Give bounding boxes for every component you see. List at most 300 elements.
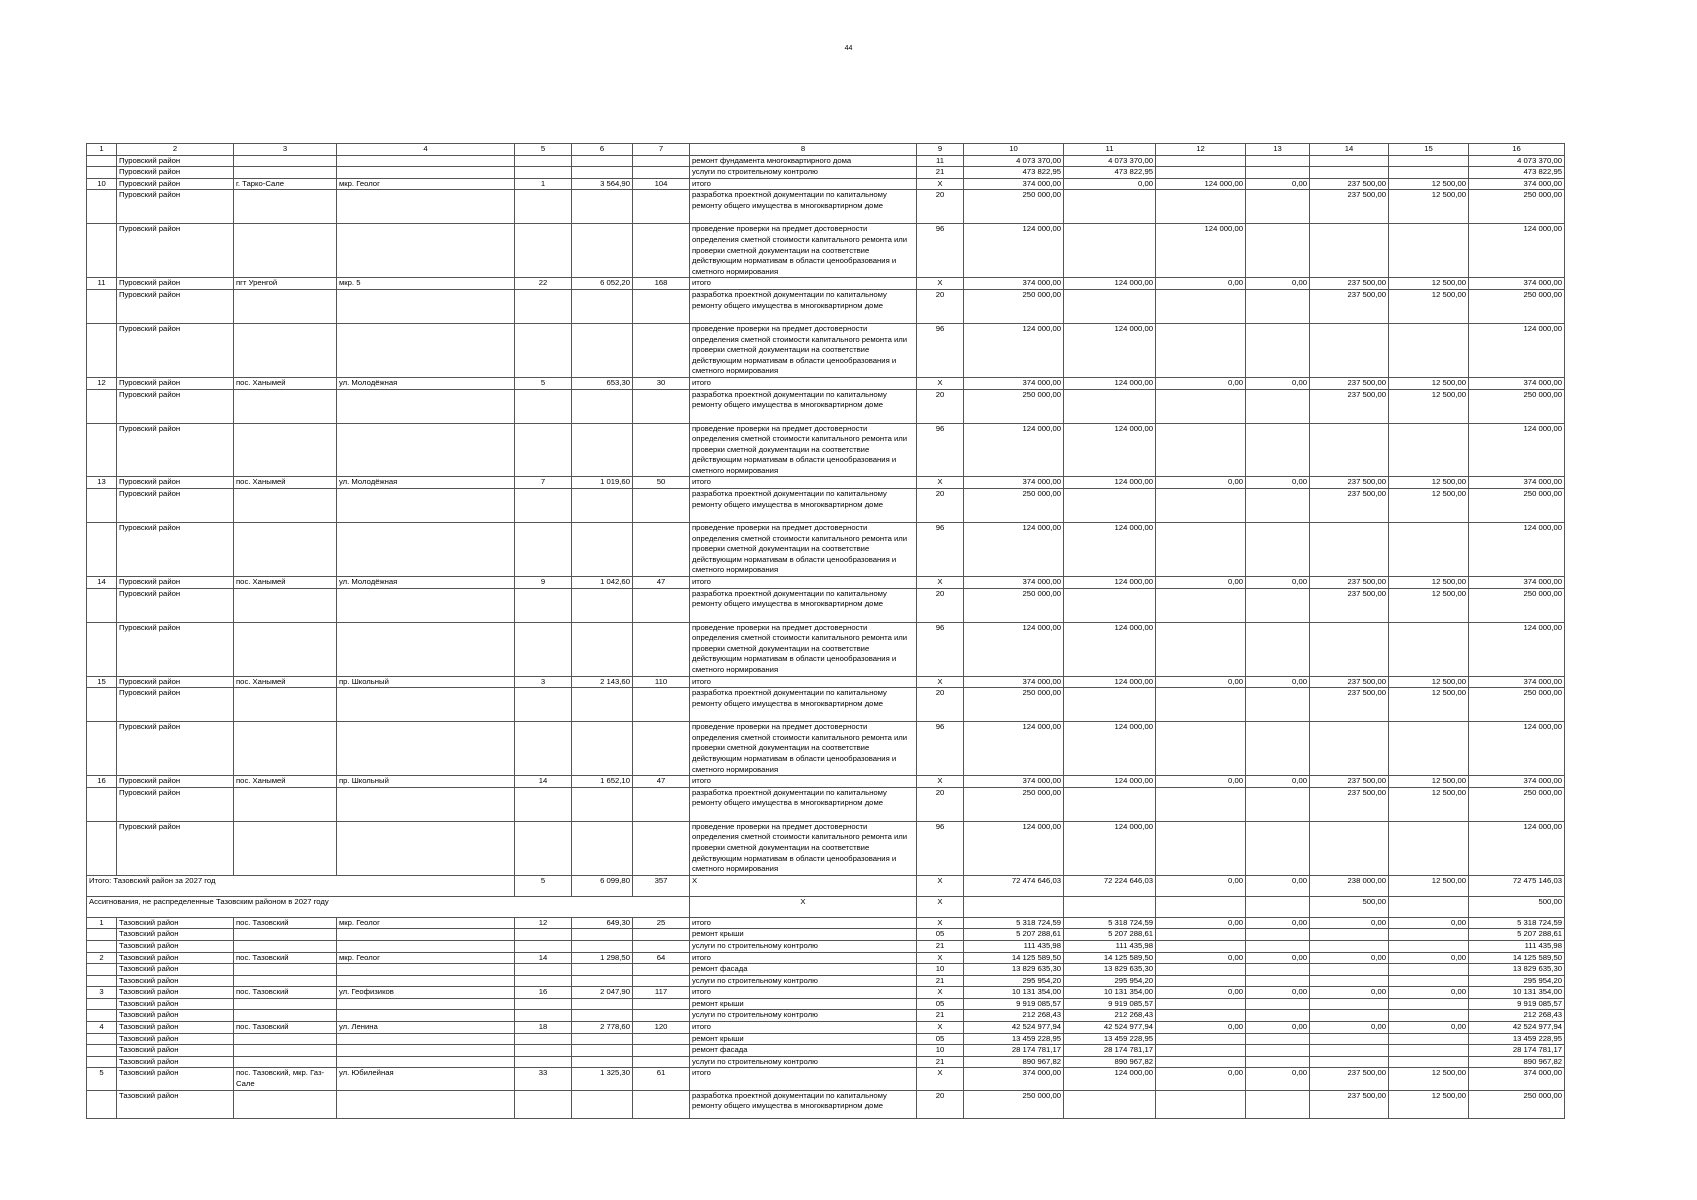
table-cell: 374 000,00 [1469, 577, 1565, 589]
table-cell: 14 125 589,50 [964, 952, 1064, 964]
table-cell [633, 787, 690, 821]
table-cell: 212 268,43 [964, 1010, 1064, 1022]
table-cell [633, 964, 690, 976]
table-cell: 18 [515, 1022, 572, 1034]
table-cell: Тазовский район [117, 987, 234, 999]
table-cell [87, 588, 117, 622]
table-cell: 250 000,00 [1469, 688, 1565, 722]
table-cell [1246, 489, 1310, 523]
table-cell: пос. Тазовский, мкр. Газ-Сале [234, 1068, 337, 1090]
table-cell: 1 [515, 178, 572, 190]
table-cell: 6 099,80 [572, 875, 633, 896]
table-cell [1389, 975, 1469, 987]
table-cell [1064, 588, 1156, 622]
table-cell: 124 000,00 [964, 722, 1064, 776]
table-cell: 16 [87, 776, 117, 788]
table-cell: ремонт фасада [690, 964, 917, 976]
table-cell: 890 967,82 [1064, 1056, 1156, 1068]
table-cell [87, 389, 117, 423]
table-cell [1310, 1010, 1389, 1022]
table-cell [515, 489, 572, 523]
table-cell: 124 000,00 [1469, 722, 1565, 776]
table-cell: 11 [87, 278, 117, 290]
table-cell: 120 [633, 1022, 690, 1034]
table-cell [1156, 1045, 1246, 1057]
table-cell: разработка проектной документации по капитальному ремонту общего имущества в многоквартирном доме [690, 190, 917, 224]
table-cell [337, 1010, 515, 1022]
table-cell [1246, 896, 1310, 917]
table-cell: 1 298,50 [572, 952, 633, 964]
table-cell [1246, 523, 1310, 577]
table-cell: 124 000,00 [1064, 477, 1156, 489]
table-cell [515, 1056, 572, 1068]
table-row [87, 1022, 1565, 1034]
table-cell: ул. Геофизиков [337, 987, 515, 999]
table-cell: 124 000,00 [1064, 622, 1156, 676]
table-cell: Пуровский район [117, 323, 234, 377]
table-cell: 111 435,98 [964, 940, 1064, 952]
table-cell: 7 [515, 477, 572, 489]
table-cell: 124 000,00 [1064, 1068, 1156, 1090]
table-cell: 22 [515, 278, 572, 290]
table-cell: 5 207 288,61 [1064, 929, 1156, 941]
table-cell: Пуровский район [117, 278, 234, 290]
table-cell: пос. Ханымей [234, 477, 337, 489]
table-cell: 0,00 [1389, 917, 1469, 929]
table-cell [572, 167, 633, 179]
table-cell: X [917, 477, 964, 489]
table-cell: 124 000,00 [1469, 622, 1565, 676]
table-cell: пр. Школьный [337, 776, 515, 788]
table-row [87, 952, 1565, 964]
table-cell: 237 500,00 [1310, 776, 1389, 788]
table-cell [1156, 975, 1246, 987]
table-cell [1156, 190, 1246, 224]
table-cell [572, 1033, 633, 1045]
table-cell: Пуровский район [117, 423, 234, 477]
header-cell: 11 [1064, 144, 1156, 156]
table-cell: разработка проектной документации по капитальному ремонту общего имущества в многоквартирном доме [690, 688, 917, 722]
table-cell: 21 [917, 940, 964, 952]
table-cell: 250 000,00 [1469, 489, 1565, 523]
table-cell [337, 155, 515, 167]
table-cell: 1 325,30 [572, 1068, 633, 1090]
table-cell [87, 1010, 117, 1022]
table-cell: 12 [87, 377, 117, 389]
table-cell: Пуровский район [117, 167, 234, 179]
table-cell: 374 000,00 [964, 1068, 1064, 1090]
table-cell: 124 000,00 [1064, 278, 1156, 290]
table-cell: 295 954,20 [1064, 975, 1156, 987]
header-cell: 4 [337, 144, 515, 156]
table-cell: 96 [917, 523, 964, 577]
table-cell: 374 000,00 [964, 676, 1064, 688]
table-cell [515, 821, 572, 875]
table-cell: 4 [87, 1022, 117, 1034]
table-cell: 0,00 [1246, 477, 1310, 489]
table-cell [1064, 688, 1156, 722]
table-cell: 42 524 977,94 [1469, 1022, 1565, 1034]
table-cell [1064, 1090, 1156, 1118]
table-cell: 30 [633, 377, 690, 389]
table-cell [87, 821, 117, 875]
table-cell: 0,00 [1246, 278, 1310, 290]
table-cell: Тазовский район [117, 1056, 234, 1068]
table-cell [633, 821, 690, 875]
table-cell: 124 000,00 [1156, 224, 1246, 278]
table-cell [572, 1056, 633, 1068]
table-cell [633, 389, 690, 423]
table-cell [234, 1033, 337, 1045]
table-cell [1064, 224, 1156, 278]
table-cell [1246, 1056, 1310, 1068]
table-cell [337, 1056, 515, 1068]
table-cell [572, 1010, 633, 1022]
table-cell: Пуровский район [117, 821, 234, 875]
table-cell [633, 1033, 690, 1045]
table-cell: пос. Ханымей [234, 776, 337, 788]
table-cell: 12 500,00 [1389, 477, 1469, 489]
table-cell [1389, 896, 1469, 917]
table-cell: ул. Ленина [337, 1022, 515, 1034]
table-cell: 124 000,00 [1064, 722, 1156, 776]
table-cell: 0,00 [1389, 1022, 1469, 1034]
table-cell: 5 318 724,59 [964, 917, 1064, 929]
table-cell [633, 190, 690, 224]
table-cell: 374 000,00 [1469, 1068, 1565, 1090]
table-cell [1246, 323, 1310, 377]
table-row [87, 964, 1565, 976]
table-cell: 212 268,43 [1064, 1010, 1156, 1022]
table-cell [633, 289, 690, 323]
table-cell [1246, 1090, 1310, 1118]
table-cell [1246, 167, 1310, 179]
table-cell [572, 190, 633, 224]
table-cell [1310, 523, 1389, 577]
table-cell [87, 722, 117, 776]
table-cell: Пуровский район [117, 389, 234, 423]
table-row [87, 477, 1565, 489]
table-row [87, 821, 1565, 875]
table-row [87, 929, 1565, 941]
table-cell [234, 155, 337, 167]
table-cell [572, 389, 633, 423]
table-cell: 500,00 [1310, 896, 1389, 917]
table-cell [1389, 1045, 1469, 1057]
table-cell: 9 919 085,57 [1469, 998, 1565, 1010]
budget-table [86, 143, 1565, 1119]
table-cell: пос. Ханымей [234, 377, 337, 389]
table-cell: 14 [515, 952, 572, 964]
table-row [87, 622, 1565, 676]
table-cell: 237 500,00 [1310, 676, 1389, 688]
table-cell [633, 929, 690, 941]
table-cell: 14 [515, 776, 572, 788]
table-cell: 653,30 [572, 377, 633, 389]
table-cell [1389, 998, 1469, 1010]
table-cell [1156, 622, 1246, 676]
table-cell: 124 000,00 [1064, 676, 1156, 688]
table-cell: итого [690, 377, 917, 389]
table-cell: 124 000,00 [1469, 523, 1565, 577]
table-cell: 473 822,95 [1469, 167, 1565, 179]
table-cell: проведение проверки на предмет достоверности определения сметной стоимости капитального ремонта или проверки сметной документации на соответствие действующим нормативам в области ценообразования и сметного нормирования [690, 323, 917, 377]
header-cell: 2 [117, 144, 234, 156]
table-cell: проведение проверки на предмет достоверности определения сметной стоимости капитального ремонта или проверки сметной документации на соответствие действующим нормативам в области ценообразования и сметного нормирования [690, 523, 917, 577]
table-cell: 473 822,95 [1064, 167, 1156, 179]
table-cell: 47 [633, 776, 690, 788]
table-row [87, 377, 1565, 389]
table-cell: разработка проектной документации по капитальному ремонту общего имущества в многоквартирном доме [690, 389, 917, 423]
table-cell [633, 489, 690, 523]
table-row [87, 917, 1565, 929]
table-row [87, 722, 1565, 776]
table-cell [337, 1045, 515, 1057]
table-cell: 05 [917, 1033, 964, 1045]
table-row [87, 167, 1565, 179]
table-cell: 374 000,00 [964, 278, 1064, 290]
table-cell [234, 389, 337, 423]
table-cell: 28 174 781,17 [1469, 1045, 1565, 1057]
table-cell [633, 423, 690, 477]
table-cell: 374 000,00 [964, 577, 1064, 589]
table-cell: 5 [515, 377, 572, 389]
table-row [87, 776, 1565, 788]
table-cell: 0,00 [1246, 178, 1310, 190]
table-cell [337, 998, 515, 1010]
table-cell: Тазовский район [117, 1068, 234, 1090]
table-cell [1310, 722, 1389, 776]
table-cell [1064, 787, 1156, 821]
table-cell [1310, 1056, 1389, 1068]
table-row [87, 940, 1565, 952]
table-cell [633, 224, 690, 278]
table-cell: 20 [917, 688, 964, 722]
table-cell: 96 [917, 821, 964, 875]
table-row [87, 1033, 1565, 1045]
table-cell: 0,00 [1246, 952, 1310, 964]
table-cell [337, 423, 515, 477]
table-cell: 124 000,00 [964, 323, 1064, 377]
table-cell: 3 [87, 987, 117, 999]
table-cell [337, 389, 515, 423]
table-row [87, 577, 1565, 589]
table-cell: 0,00 [1389, 987, 1469, 999]
table-cell [1246, 389, 1310, 423]
table-cell [515, 964, 572, 976]
table-cell: 10 [917, 964, 964, 976]
table-cell: 12 500,00 [1389, 1090, 1469, 1118]
table-cell [1246, 998, 1310, 1010]
table-cell: 374 000,00 [964, 477, 1064, 489]
table-cell [515, 289, 572, 323]
table-cell [234, 323, 337, 377]
table-cell: 237 500,00 [1310, 489, 1389, 523]
table-cell: 0,00 [1246, 676, 1310, 688]
table-cell: 0,00 [1246, 1022, 1310, 1034]
table-cell: 237 500,00 [1310, 688, 1389, 722]
table-cell: 16 [515, 987, 572, 999]
table-cell [1310, 167, 1389, 179]
table-cell: 124 000,00 [1156, 178, 1246, 190]
table-cell [1156, 940, 1246, 952]
table-cell [633, 1010, 690, 1022]
table-row [87, 289, 1565, 323]
table-cell [87, 1056, 117, 1068]
table-cell [572, 489, 633, 523]
table-cell: 237 500,00 [1310, 1090, 1389, 1118]
table-cell: 0,00 [1246, 776, 1310, 788]
table-cell: X [917, 875, 964, 896]
table-cell: пос. Ханымей [234, 676, 337, 688]
table-cell: Пуровский район [117, 190, 234, 224]
table-cell: 2 [87, 952, 117, 964]
table-cell: 374 000,00 [1469, 477, 1565, 489]
table-cell: 374 000,00 [964, 377, 1064, 389]
table-row [87, 178, 1565, 190]
table-cell: 4 073 370,00 [964, 155, 1064, 167]
header-cell: 3 [234, 144, 337, 156]
table-cell [1310, 1033, 1389, 1045]
table-cell [515, 622, 572, 676]
table-cell: пос. Тазовский [234, 952, 337, 964]
table-cell: Пуровский район [117, 155, 234, 167]
table-cell: 237 500,00 [1310, 389, 1389, 423]
table-cell: услуги по строительному контролю [690, 167, 917, 179]
table-cell [1246, 1033, 1310, 1045]
table-cell: 0,00 [1310, 917, 1389, 929]
table-cell: 96 [917, 423, 964, 477]
table-cell [515, 688, 572, 722]
table-cell [1310, 940, 1389, 952]
table-cell [87, 167, 117, 179]
table-cell: 13 [87, 477, 117, 489]
table-cell [1246, 224, 1310, 278]
table-cell [87, 622, 117, 676]
table-cell [1156, 688, 1246, 722]
table-cell [337, 929, 515, 941]
table-cell: Пуровский район [117, 377, 234, 389]
header-cell: 13 [1246, 144, 1310, 156]
table-cell: Тазовский район [117, 998, 234, 1010]
table-cell [572, 964, 633, 976]
table-cell: ул. Юбилейная [337, 1068, 515, 1090]
table-cell [234, 622, 337, 676]
table-cell: ул. Молодёжная [337, 577, 515, 589]
table-cell: Тазовский район [117, 964, 234, 976]
table-cell [515, 523, 572, 577]
table-cell [1310, 1045, 1389, 1057]
header-cell: 7 [633, 144, 690, 156]
table-cell: итого [690, 577, 917, 589]
table-cell [1246, 787, 1310, 821]
table-cell: 15 [87, 676, 117, 688]
table-cell: 250 000,00 [964, 289, 1064, 323]
table-cell [1246, 155, 1310, 167]
table-cell [515, 929, 572, 941]
table-cell: 0,00 [1246, 1068, 1310, 1090]
table-cell [87, 523, 117, 577]
table-cell: 0,00 [1246, 875, 1310, 896]
table-cell [234, 523, 337, 577]
table-cell: X [917, 1022, 964, 1034]
table-cell: Пуровский район [117, 289, 234, 323]
table-cell: 104 [633, 178, 690, 190]
table-cell: 0,00 [1389, 952, 1469, 964]
table-cell [337, 190, 515, 224]
header-cell: 1 [87, 144, 117, 156]
table-cell: 20 [917, 289, 964, 323]
table-cell: 237 500,00 [1310, 278, 1389, 290]
table-cell [87, 423, 117, 477]
table-cell [337, 289, 515, 323]
table-cell [1156, 155, 1246, 167]
table-cell: ремонт крыши [690, 1033, 917, 1045]
table-cell [1310, 155, 1389, 167]
table-cell [1389, 722, 1469, 776]
table-cell [515, 224, 572, 278]
table-cell: 12 500,00 [1389, 389, 1469, 423]
table-cell [234, 224, 337, 278]
table-cell: Тазовский район [117, 1090, 234, 1118]
table-cell: 12 500,00 [1389, 577, 1469, 589]
table-cell: пос. Тазовский [234, 1022, 337, 1034]
table-cell: 237 500,00 [1310, 190, 1389, 224]
table-cell: X [917, 987, 964, 999]
table-cell [633, 1056, 690, 1068]
table-cell [1310, 998, 1389, 1010]
table-cell [633, 588, 690, 622]
table-cell [515, 167, 572, 179]
table-cell [572, 289, 633, 323]
table-cell [572, 929, 633, 941]
table-cell: 890 967,82 [964, 1056, 1064, 1068]
table-cell: 9 [515, 577, 572, 589]
page-number: 44 [844, 45, 853, 52]
table-cell: X [917, 952, 964, 964]
table-cell [1246, 975, 1310, 987]
table-cell [1389, 964, 1469, 976]
table-cell [1389, 1010, 1469, 1022]
table-row [87, 155, 1565, 167]
table-row [87, 190, 1565, 224]
table-cell: 237 500,00 [1310, 1068, 1389, 1090]
table-cell: 10 [917, 1045, 964, 1057]
table-cell: 0,00 [1156, 917, 1246, 929]
table-cell: 42 524 977,94 [1064, 1022, 1156, 1034]
table-cell [1156, 821, 1246, 875]
table-cell [234, 688, 337, 722]
table-cell: X [917, 896, 964, 917]
table-cell: 20 [917, 1090, 964, 1118]
table-cell [337, 787, 515, 821]
table-cell: ремонт фасада [690, 1045, 917, 1057]
table-cell: 124 000,00 [1064, 423, 1156, 477]
table-cell: 12 500,00 [1389, 489, 1469, 523]
table-cell: 4 073 370,00 [1469, 155, 1565, 167]
table-cell: разработка проектной документации по капитальному ремонту общего имущества в многоквартирном доме [690, 289, 917, 323]
table-cell [515, 588, 572, 622]
header-cell: 9 [917, 144, 964, 156]
table-cell [1246, 940, 1310, 952]
table-cell [1064, 190, 1156, 224]
table-row [87, 1045, 1565, 1057]
table-cell [1246, 821, 1310, 875]
table-cell: 357 [633, 875, 690, 896]
table-cell [1156, 896, 1246, 917]
table-cell [87, 190, 117, 224]
table-cell: 12 500,00 [1389, 1068, 1469, 1090]
